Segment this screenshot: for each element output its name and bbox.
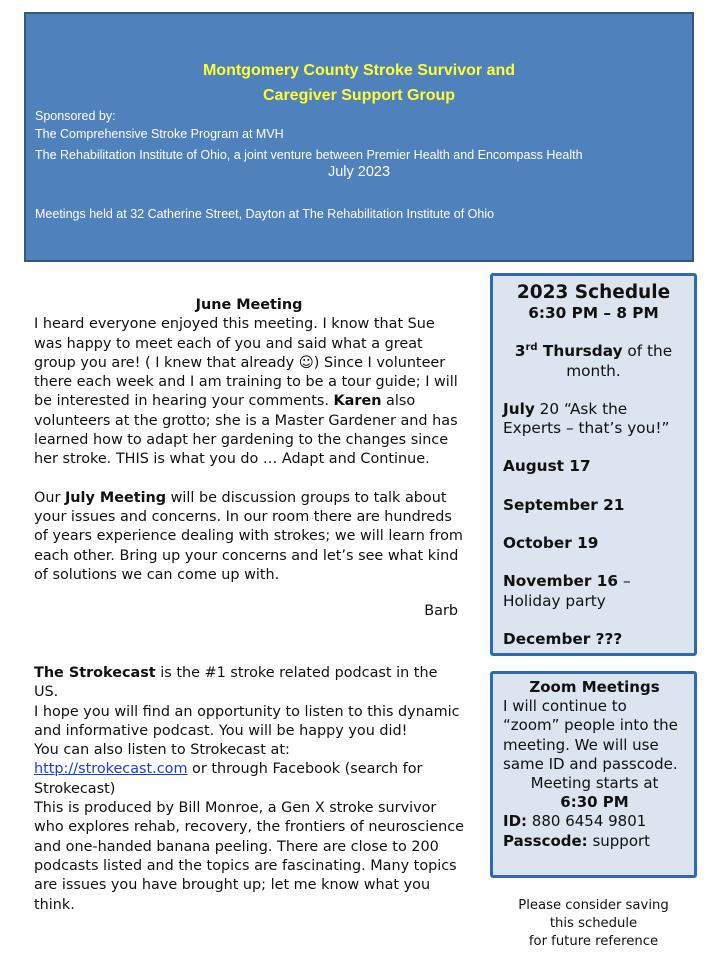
zoom-starts-label: Meeting starts at: [530, 774, 659, 793]
schedule-december: December ???: [503, 629, 623, 648]
zoom-title: Zoom Meetings: [529, 678, 660, 696]
schedule-rule: 3rd Thursday of the month.: [514, 342, 673, 380]
schedule-title: 2023 Schedule: [516, 282, 671, 303]
strokecast-link[interactable]: http://strokecast.com: [34, 761, 188, 778]
schedule-november: November 16 – Holiday party: [503, 572, 631, 610]
zoom-id: ID: 880 6454 9801: [503, 812, 647, 831]
signature: Barb: [424, 603, 458, 619]
zoom-time: 6:30 PM: [560, 793, 629, 812]
strokecast-description: This is produced by Bill Monroe, a Gen X stroke survivor who explores rehab, recovery, the frontiers of neuroscience and one-handed banana peeling. There are close to 200 podcasts listed and the topics are fascinating. Many topics are issues you have brought up; let me know what you think.: [34, 800, 465, 913]
zoom-passcode: Passcode: support: [503, 831, 651, 850]
sponsor-rehab-institute: The Rehabilitation Institute of Ohio, a joint venture between Premier Health and Encompass Health: [35, 148, 583, 162]
strokecast-listen-text: You can also listen to Strokecast at:: [34, 742, 290, 759]
schedule-september: September 21: [503, 495, 625, 514]
strokecast-article: [34, 664, 464, 915]
header-banner: [24, 12, 694, 262]
june-meeting-heading: June Meeting: [195, 297, 303, 313]
schedule-july: July 20 “Ask the Experts – that’s you!”: [503, 399, 670, 438]
schedule-time: 6:30 PM – 8 PM: [528, 304, 659, 322]
june-meeting-paragraph: I heard everyone enjoyed this meeting. I know that Sue was happy to meet each of you and said what a great group you are! ( I knew that already ☺) Since I volunteer there each week and I am training to be a tour guide; I will be interested in hearing your comments. Karen also volunteers at the grotto; she is a Master Gardener and has learned how to adapt her gardening to the changes since her stroke. THIS is what you do … Adapt and Continue.: [34, 316, 458, 468]
strokecast-paragraph: I hope you will find an opportunity to listen to this dynamic and informative podcast. You will be happy you did!: [34, 703, 460, 739]
sponsor-mvh: The Comprehensive Stroke Program at MVH: [35, 127, 284, 141]
issue-month: July 2023: [327, 164, 391, 180]
group-title-line1: Montgomery County Stroke Survivor and: [202, 62, 516, 79]
group-title-line2: Caregiver Support Group: [262, 87, 456, 104]
save-schedule-note: Please consider saving this schedule for future reference: [518, 898, 669, 949]
strokecast-link-line: http://strokecast.com or through Facebook (search for Strokecast): [34, 761, 423, 797]
july-meeting-paragraph: Our July Meeting will be discussion groups to talk about your issues and concerns. In our room there are hundreds of years experience dealing with strokes; we will learn from each other. Bring up your concerns and let’s see what kind of solutions we can come up with.: [34, 489, 463, 583]
zoom-box: [490, 671, 697, 878]
meeting-location: Meetings held at 32 Catherine Street, Dayton at The Rehabilitation Institute of Ohio: [35, 207, 495, 221]
schedule-october: October 19: [503, 534, 599, 553]
zoom-body: I will continue to “zoom” people into the meeting. We will use same ID and passcode.: [503, 697, 678, 773]
sponsored-by-label: Sponsored by:: [35, 109, 116, 123]
schedule-box: [490, 273, 697, 656]
june-meeting-article: [34, 296, 464, 619]
strokecast-intro: The Strokecast is the #1 stroke related podcast in the US.: [34, 665, 438, 701]
schedule-august: August 17: [503, 457, 591, 476]
